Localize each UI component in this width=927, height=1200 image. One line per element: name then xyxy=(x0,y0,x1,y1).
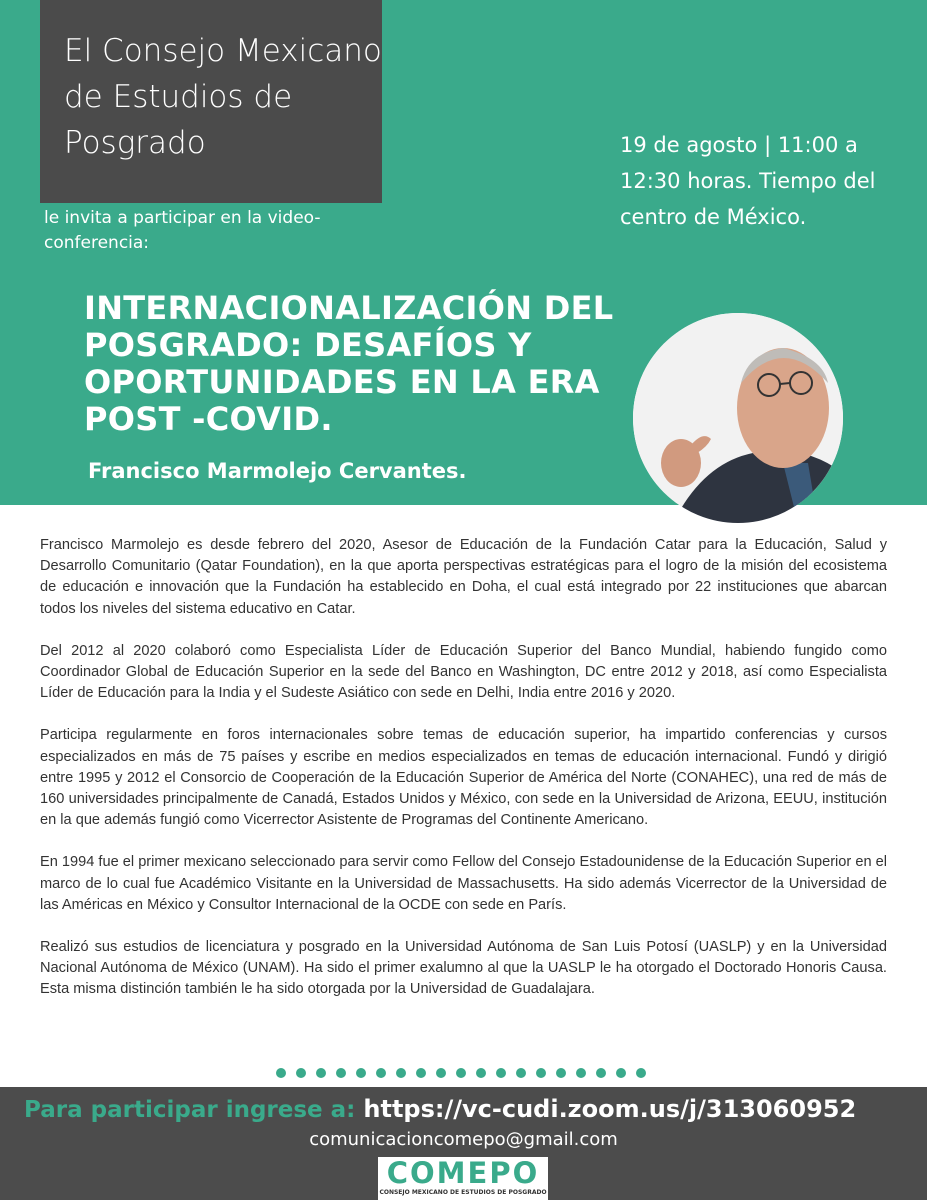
divider-dot xyxy=(576,1068,586,1078)
logo-subtitle: CONSEJO MEXICANO DE ESTUDIOS DE POSGRADO xyxy=(379,1189,547,1196)
divider-dot xyxy=(376,1068,386,1078)
organization-name-line: de Estudios de xyxy=(64,79,293,115)
divider-dot xyxy=(416,1068,426,1078)
divider-dot xyxy=(396,1068,406,1078)
bio-paragraph: Participa regularmente en foros internacionales sobre temas de educación superior, ha impartido conferencias y cursos especializados en más de 75 países y escribe en medios especializados en temas de educación internacional. Fundó y dirigió entre 1995 y 2012 el Consorcio de Cooperación de la Educación Superior de América del Norte (CONAHEC), una red de más de 160 universidades principalmente de Canadá, Estados Unidos y México, con sede en la Universidad de Arizona, EEUU, institución en la que además fungió como Vicerrector Asistente de Programas del Continente Americano. xyxy=(40,727,887,829)
organization-box xyxy=(40,0,382,203)
organization-name-line: El Consejo Mexicano xyxy=(64,33,382,69)
divider-dot xyxy=(516,1068,526,1078)
contact-email[interactable]: comunicacioncomepo@gmail.com xyxy=(309,1129,618,1150)
divider-dot xyxy=(456,1068,466,1078)
bio-paragraph: En 1994 fue el primer mexicano seleccionado para servir como Fellow del Consejo Estadounidense de la Educación Superior en el marco de lo cual fue Académico Visitante en la Universidad de Massachusetts. Ha sido además Vicerrector de la Universidad de las Américas en México y Consultor Internacional de la OCDE con sede en París. xyxy=(40,854,887,913)
divider-dot xyxy=(636,1068,646,1078)
divider-dot xyxy=(356,1068,366,1078)
divider-dot xyxy=(596,1068,606,1078)
divider-dot xyxy=(476,1068,486,1078)
speaker-biography xyxy=(40,535,887,1022)
speaker-portrait xyxy=(633,313,843,523)
organization-name-line: Posgrado xyxy=(64,125,206,161)
divider-dot xyxy=(536,1068,546,1078)
speaker-name: Francisco Marmolejo Cervantes. xyxy=(88,459,467,483)
divider-dot xyxy=(336,1068,346,1078)
participation-call-to-action xyxy=(24,1095,856,1123)
header-banner xyxy=(0,0,927,505)
dotted-divider xyxy=(276,1068,656,1078)
divider-dot xyxy=(496,1068,506,1078)
divider-dot xyxy=(436,1068,446,1078)
cta-label: Para participar ingrese a: xyxy=(24,1097,356,1123)
zoom-link[interactable]: https://vc-cudi.zoom.us/j/313060952 xyxy=(363,1095,857,1123)
comepo-logo xyxy=(378,1157,548,1200)
conference-title: INTERNACIONALIZACIÓN DEL POSGRADO: DESAFÍOS Y OPORTUNIDADES EN LA ERA POST -COVID. xyxy=(84,289,614,438)
speaker-portrait-image xyxy=(633,313,843,523)
divider-dot xyxy=(276,1068,286,1078)
bio-paragraph: Del 2012 al 2020 colaboró como Especialista Líder de Educación Superior del Banco Mundial, habiendo fungido como Coordinador Global de Educación Superior en la sede del Banco en Washington, DC entre 2012 y 2018, así como Especialista Líder de Educación para la India y el Sudeste Asiático con sede en Delhi, India entre 2016 y 2020. xyxy=(40,642,887,702)
logo-wordmark: COMEPO xyxy=(386,1156,540,1190)
divider-dot xyxy=(296,1068,306,1078)
divider-dot xyxy=(616,1068,626,1078)
bio-paragraph: Francisco Marmolejo es desde febrero del 2020, Asesor de Educación de la Fundación Catar para la Educación, Salud y Desarrollo Comunitario (Qatar Foundation), en la que aporta perspectivas estratégicas para el logro de la misión del ecosistema de educación e innovación que la Fundación ha establecido en Doha, el cual está integrado por 22 instituciones que abarcan todos los niveles del sistema educativo en Catar. xyxy=(40,537,887,617)
bio-paragraph: Realizó sus estudios de licenciatura y posgrado en la Universidad Autónoma de San Luis Potosí (UASLP) y en la Universidad Nacional Autónoma de México (UNAM). Ha sido el primer exalumno al que la UASLP le ha otorgado el Doctorado Honoris Causa. Esta misma distinción también le ha sido otorgada por la Universidad de Guadalajara. xyxy=(40,939,887,998)
divider-dot xyxy=(316,1068,326,1078)
event-date-time: 19 de agosto | 11:00 a 12:30 horas. Tiempo del centro de México. xyxy=(620,133,876,229)
footer-bar xyxy=(0,1087,927,1200)
invitation-text: le invita a participar en la video-conferencia: xyxy=(44,208,321,253)
divider-dot xyxy=(556,1068,566,1078)
